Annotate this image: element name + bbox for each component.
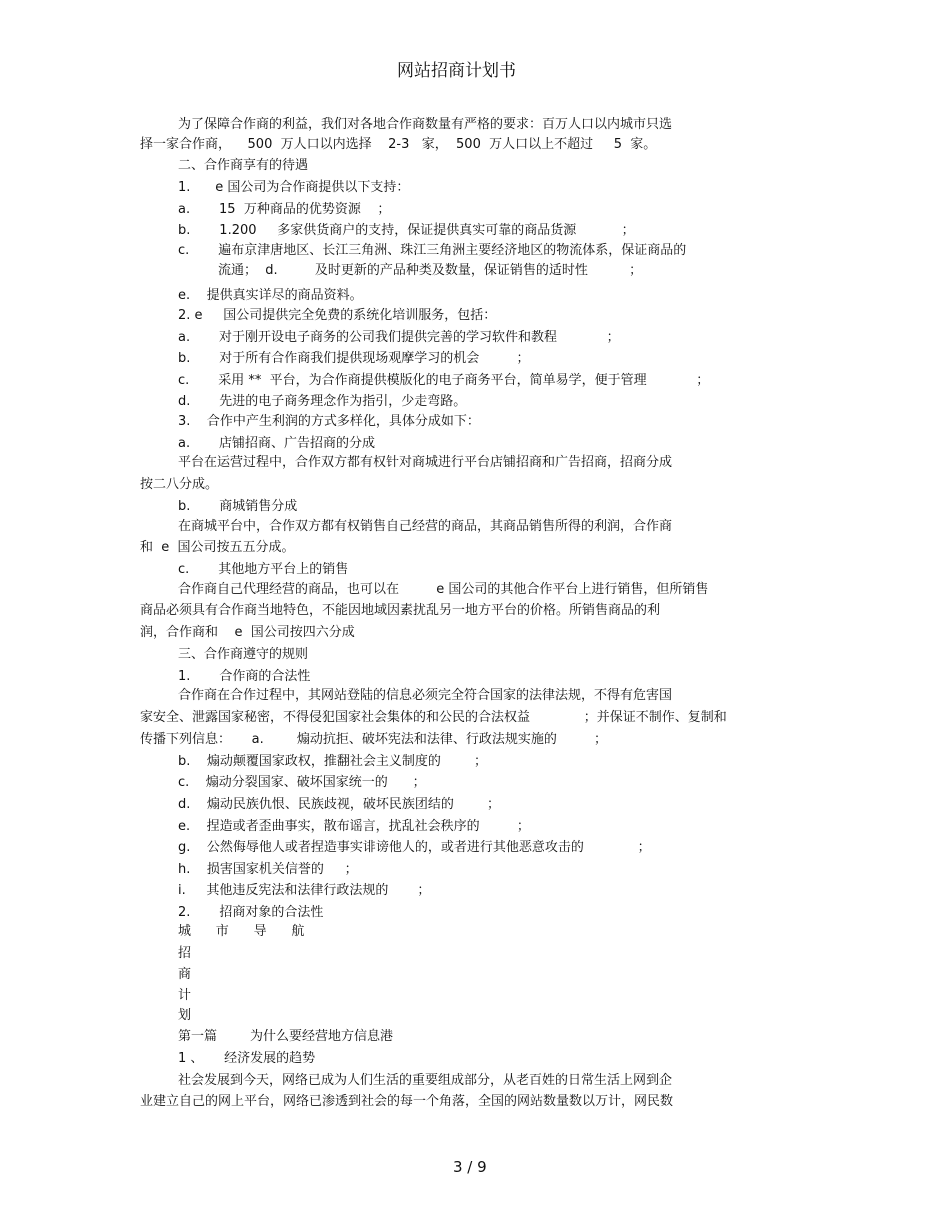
text-line: c. 煽动分裂国家、破坏国家统一的 ； bbox=[178, 775, 426, 790]
text-line: 第一篇 为什么要经营地方信息港 bbox=[178, 1029, 394, 1044]
text-line: g. 公然侮辱他人或者捏造事实诽谤他人的，或者进行其他恶意攻击的 ； bbox=[178, 840, 651, 855]
text-line: c. 遍布京津唐地区、长江三角洲、珠江三角洲主要经济地区的物流体系，保证商品的 bbox=[178, 243, 687, 258]
text-line: 在商城平台中，合作双方都有权销售自己经营的商品，其商品销售所得的利润，合作商 bbox=[178, 519, 673, 534]
text-line: a. 对于刚开设电子商务的公司我们提供完善的学习软件和教程 ； bbox=[178, 330, 620, 345]
text-line: 城 市 导 航 bbox=[178, 924, 305, 939]
text-line: b. 1.200 多家供货商户的支持，保证提供真实可靠的商品货源 ； bbox=[178, 223, 635, 238]
text-line: 1. e 国公司为合作商提供以下支持： bbox=[178, 180, 410, 195]
text-line: 2. e 国公司提供完全免费的系统化培训服务，包括： bbox=[178, 308, 497, 323]
page-number: 3 / 9 bbox=[453, 1158, 487, 1176]
text-line: 1. 合作商的合法性 bbox=[178, 669, 311, 684]
text-line: 2. 招商对象的合法性 bbox=[178, 905, 324, 920]
text-line: i. 其他违反宪法和法律行政法规的 ； bbox=[178, 883, 431, 898]
text-line: 3. 合作中产生利润的方式多样化，具体分成如下： bbox=[178, 414, 480, 429]
text-line: 三、合作商遵守的规则 bbox=[178, 647, 309, 662]
text-line: 为了保障合作商的利益，我们对各地合作商数量有严格的要求：百万人口以内城市只选 bbox=[178, 117, 673, 132]
text-line: 润，合作商和 e 国公司按四六分成 bbox=[140, 625, 355, 640]
text-line: c. 其他地方平台上的销售 bbox=[178, 562, 349, 577]
text-line: 按二八分成。 bbox=[140, 477, 219, 492]
text-line: b. 商城销售分成 bbox=[178, 499, 298, 514]
text-line: 和 e 国公司按五五分成。 bbox=[140, 540, 295, 555]
text-line: a. 15 万种商品的优势资源 ； bbox=[178, 202, 391, 217]
text-line: h. 损害国家机关信誉的 ； bbox=[178, 862, 358, 877]
text-line: 合作商自己代理经营的商品，也可以在 e 国公司的其他合作平台上进行销售，但所销售 bbox=[178, 582, 709, 597]
text-line: b. 对于所有合作商我们提供现场观摩学习的机会 ； bbox=[178, 351, 530, 366]
text-line: 划 bbox=[178, 1008, 192, 1023]
text-line: 家安全、泄露国家秘密，不得侵犯国家社会集体的和公民的合法权益 ；并保证不制作、复制和 bbox=[140, 710, 727, 725]
page-title: 网站招商计划书 bbox=[397, 61, 516, 81]
text-line: d. 煽动民族仇恨、民族歧视，破坏民族团结的 ； bbox=[178, 797, 500, 812]
text-line: 计 bbox=[178, 988, 192, 1003]
text-line: 1 、 经济发展的趋势 bbox=[178, 1051, 316, 1066]
text-line: 合作商在合作过程中，其网站登陆的信息必须完全符合国家的法律法规，不得有危害国 bbox=[178, 688, 673, 703]
text-line: a. 店铺招商、广告招商的分成 bbox=[178, 436, 376, 451]
text-line: e. 提供真实详尽的商品资料。 bbox=[178, 288, 363, 303]
text-line: d. 先进的电子商务理念作为指引，少走弯路。 bbox=[178, 394, 467, 409]
text-line: 社会发展到今天，网络已成为人们生活的重要组成部分，从老百姓的日常生活上网到企 bbox=[178, 1073, 673, 1088]
text-line: b. 煽动颠覆国家政权，推翻社会主义制度的 ； bbox=[178, 754, 487, 769]
text-line: c. 采用 ** 平台，为合作商提供模版化的电子商务平台，简单易学，便于管理 ； bbox=[178, 373, 710, 388]
text-line: 流通； d. 及时更新的产品种类及数量，保证销售的适时性 ； bbox=[218, 263, 643, 278]
text-line: 择一家合作商， 500 万人口以内选择 2-3 家， 500 万人口以上不超过 5 家。 bbox=[140, 137, 657, 152]
text-line: 平台在运营过程中，合作双方都有权针对商城进行平台店铺招商和广告招商，招商分成 bbox=[178, 455, 673, 470]
text-line: 业建立自己的网上平台，网络已渗透到社会的每一个角落，全国的网站数量数以万计，网民数 bbox=[140, 1094, 674, 1109]
text-line: 商 bbox=[178, 967, 192, 982]
text-line: 商品必须具有合作商当地特色，不能因地域因素扰乱另一地方平台的价格。所销售商品的利 bbox=[140, 603, 661, 618]
text-line: 传播下列信息： a. 煽动抗拒、破坏宪法和法律、行政法规实施的 ； bbox=[140, 732, 608, 747]
text-line: 招 bbox=[178, 946, 192, 961]
text-line: 二、合作商享有的待遇 bbox=[178, 158, 309, 173]
text-line: e. 捏造或者歪曲事实，散布谣言，扰乱社会秩序的 ； bbox=[178, 819, 530, 834]
